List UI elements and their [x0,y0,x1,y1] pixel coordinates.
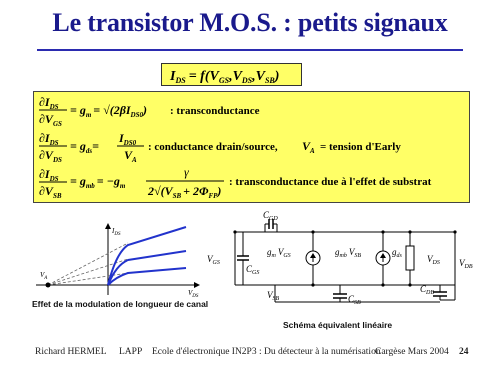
equations-svg [34,92,471,204]
svg-text:CSB: $C_{SB}$ [348,294,361,306]
footer-page-number: 24 [459,347,469,357]
circuit-caption: Schéma équivalent linéaire [283,320,393,330]
svg-text:CGD: $C_{GD}$ [263,210,278,222]
slide-title: Le transistor M.O.S. : petits signaux [52,8,448,37]
svg-text:2√(VSB+ 2ΦFP): $2√(V_{SB} + 2\Phi_{FP})$ [148,184,222,200]
equations-box [33,91,470,203]
svg-text:gmVGS: $g_m$ $V_{GS}$ [267,247,291,259]
svg-text:= gm= √(2βIDS0): = $g_m = √(2\beta I_{DS0})$ [70,103,147,119]
svg-text:IDS= f(VGS,VDS,VSB): $I_{DS} = f(V_{GS},V_{DS},V_{SB})$ [170,69,280,85]
svg-text:VSB: $V_{SB}$ [267,290,280,302]
svg-text:IDS: $I_{DS}$ [112,227,121,237]
equivalent-circuit [205,210,480,315]
equation-conductance [39,131,401,164]
svg-text:∂VDS: $\partial V_{DS}$ [39,148,62,164]
svg-text:VDB: $V_{DB}$ [459,258,473,270]
svg-text:CDB: $C_{DB}$ [420,284,435,296]
top-equation-box [161,63,302,86]
svg-text:∂VGS: $\partial V_{GS}$ [39,112,62,128]
title-underline [37,49,463,51]
graph-caption: Effet de la modulation de longueur de canal [32,299,209,309]
svg-text:VDS: $V_{DS}$ [188,289,199,299]
svg-text:VA: $V_A$ [302,139,315,155]
svg-text:: conductance drain/source,: : conductance drain/source, [148,141,278,153]
svg-text:= gds=: = $g_{ds}=$ [70,139,99,155]
svg-text:γ: γ [184,165,189,179]
svg-text:= tension d'Early: = tension d'Early [320,141,401,153]
footer-event: Ecole d'électronique IN2P3 : Du détecteur à la numérisation [152,347,381,357]
graph-x-arrow [194,282,200,288]
svg-text:VDS: $V_{DS}$ [427,254,440,266]
id-curve-2 [108,251,186,285]
svg-text:IDS0: $I_{DS0}$ [119,131,137,147]
graph-y-arrow [105,223,111,229]
svg-text:VA: $V_A$ [40,271,48,281]
equation-transconductance [39,95,260,128]
svg-text:= gmb= −gm: = $g_{mb} = -g_m$ [70,174,126,190]
footer-place-date: Cargèse Mars 2004 [375,347,449,357]
svg-text:∂IDS: $\partial I_{DS}$ [39,95,59,111]
footer-lab: LAPP [119,347,143,357]
top-equation [162,64,303,87]
footer-author: Richard HERMEL [35,347,107,357]
svg-text:∂IDS: $\partial I_{DS}$ [39,167,59,183]
id-curve-3 [108,268,186,285]
svg-text:∂IDS: $\partial I_{DS}$ [39,131,59,147]
svg-text:gmbVSB: $g_{mb}$ $V_{SB}$ [335,247,362,259]
va-point [46,283,51,288]
top-eq-lhs: I [170,69,176,84]
svg-text:∂VSB: $\partial V_{SB}$ [39,184,62,200]
svg-text:: transconductance: : transconductance [170,105,260,117]
svg-text:CGS: $C_{GS}$ [246,264,260,276]
svg-text:VA: $V_A$ [124,148,137,164]
svg-text:: transconductance due à l'eff: : transconductance due à l'effet de substrat [229,176,432,188]
equation-substrate [39,165,432,200]
svg-text:VGS: $V_{GS}$ [207,254,220,266]
svg-text:gds: $g_{ds}$ [392,247,402,259]
